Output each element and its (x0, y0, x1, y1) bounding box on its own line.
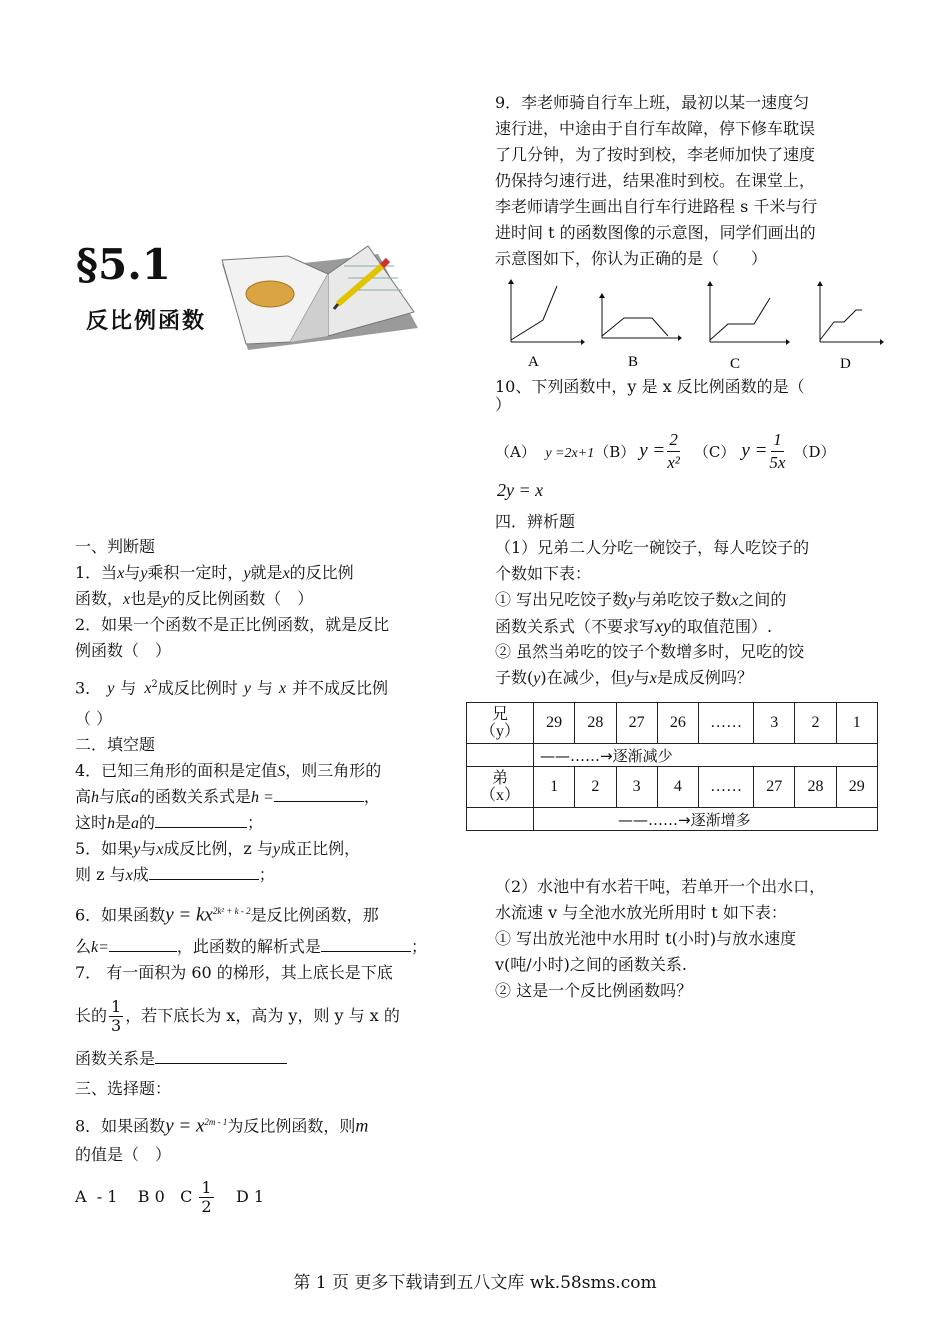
row2-header: 弟 （x） (467, 767, 534, 808)
graph-b[interactable] (592, 276, 684, 372)
row1-note: ——……→逐渐减少 (534, 744, 878, 767)
q10-option-a[interactable]: （A） y =2x+1 (495, 442, 595, 461)
table-row (467, 703, 878, 744)
section-subtitle: 反比例函数 (86, 309, 207, 334)
q8-text: 8．如果函数$y = x^{2m - 1}$为反比例函数，则m (75, 1115, 369, 1137)
table-cell: 3 (616, 767, 657, 808)
p1-text: （1）兄弟二人分吃一碗饺子，每人吃饺子的 (495, 538, 810, 557)
table-cell: 29 (534, 703, 575, 744)
q5-blank[interactable] (149, 863, 259, 880)
q10-option-c[interactable]: （C） y = $\frac{1}{5x}$ (693, 429, 786, 472)
q6-text: 6．如果函数$y = kx^{2k^2 + k - 2}$是反比例函数，那 (75, 904, 379, 926)
dumpling-table (466, 702, 878, 831)
graph-c-label: C (730, 356, 741, 372)
graph-c[interactable] (698, 276, 790, 372)
section-number: §5.1 (76, 240, 172, 289)
fraction-one-third: $\frac{1}{3}$ (111, 997, 122, 1035)
graph-a[interactable] (495, 276, 585, 372)
table-cell: 27 (754, 767, 795, 808)
table-cell: 1 (534, 767, 575, 808)
p2-text: （2）水池中有水若干吨，若单开一个出水口， (495, 877, 826, 896)
q8-option-b[interactable]: B 0 (137, 1187, 165, 1206)
q4-text: 4．已知三角形的面积是定值S，则三角形的 (75, 761, 382, 780)
table-cell: 3 (754, 703, 795, 744)
graph-b-label: B (628, 354, 639, 370)
q4-blank-1[interactable] (274, 785, 364, 802)
table-cell: 28 (575, 703, 616, 744)
q10-option-d-formula: 2y = x (497, 480, 544, 500)
q6-blank-1[interactable] (109, 935, 177, 952)
table-cell: 2 (575, 767, 616, 808)
q3-text: 3． y 与 $x^2$成反比例时 y 与 x 并不成反比例 (75, 678, 389, 698)
q8-option-c[interactable]: C $\frac{1}{2}$ (180, 1178, 212, 1216)
table-cell: …… (699, 767, 754, 808)
table-row (467, 767, 878, 808)
part4-heading: 四．辨析题 (495, 512, 576, 531)
q1-text: 1．当 (75, 563, 118, 582)
table-cell: 29 (836, 767, 877, 808)
table-cell: 27 (616, 703, 657, 744)
part3-heading: 三、选择题： (75, 1079, 172, 1098)
q10-option-d[interactable]: （D） (793, 442, 836, 461)
q8-option-d[interactable]: D 1 (235, 1187, 265, 1206)
q7-text: 7． 有一面积为 60 的梯形，其上底长是下底 (75, 963, 393, 982)
q8-option-a[interactable]: A - 1 (75, 1187, 118, 1206)
table-cell: 26 (657, 703, 698, 744)
q10-option-b[interactable]: （B） y = $\frac{2}{\text{x²}}$ (594, 429, 680, 472)
q10-text: 10、下列函数中，y 是 x 反比例函数的是（ (495, 377, 805, 396)
row1-header: 兄 （y） (467, 703, 534, 744)
table-cell: 1 (836, 703, 877, 744)
table-cell: 4 (657, 767, 698, 808)
q8-options (75, 1170, 470, 1224)
q9-text: 9．李老师骑自行车上班，最初以某一速度匀 速行进，中途由于自行车故障，停下修车耽误 了几分钟，为了按时到校，李老师加快了速度 仍保持匀速行进，结果准时到校。在课堂上， 李老师请学生画出自行车行进路程 s 千米与行 进时间 t 的函数图像的示意图，同学们画出的 示意图如下，你认为正确的是（ ） (495, 93, 818, 268)
q2-text: 2．如果一个函数不是正比例函数，就是反比 (75, 615, 390, 634)
table-cell: …… (699, 703, 754, 744)
table-cell: 2 (795, 703, 836, 744)
q10-options (495, 424, 895, 478)
graph-d[interactable] (800, 276, 884, 372)
part1-heading: 一、判断题 (75, 537, 156, 556)
q5-text: 5．如果y与x成反比例，z 与y成正比例， (75, 839, 361, 858)
graph-a-label: A (528, 354, 539, 370)
row2-note: ——……→逐渐增多 (534, 808, 878, 831)
page-footer: 第 1 页 更多下载请到五八文库 wk.58sms.com (293, 1273, 657, 1293)
part2-heading: 二．填空题 (75, 735, 156, 754)
q7-blank[interactable] (155, 1047, 287, 1064)
table-cell: 28 (795, 767, 836, 808)
q4-blank-2[interactable] (155, 811, 247, 828)
q6-blank-2[interactable] (321, 935, 411, 952)
graph-d-label: D (840, 356, 851, 372)
book-illustration (218, 232, 428, 358)
